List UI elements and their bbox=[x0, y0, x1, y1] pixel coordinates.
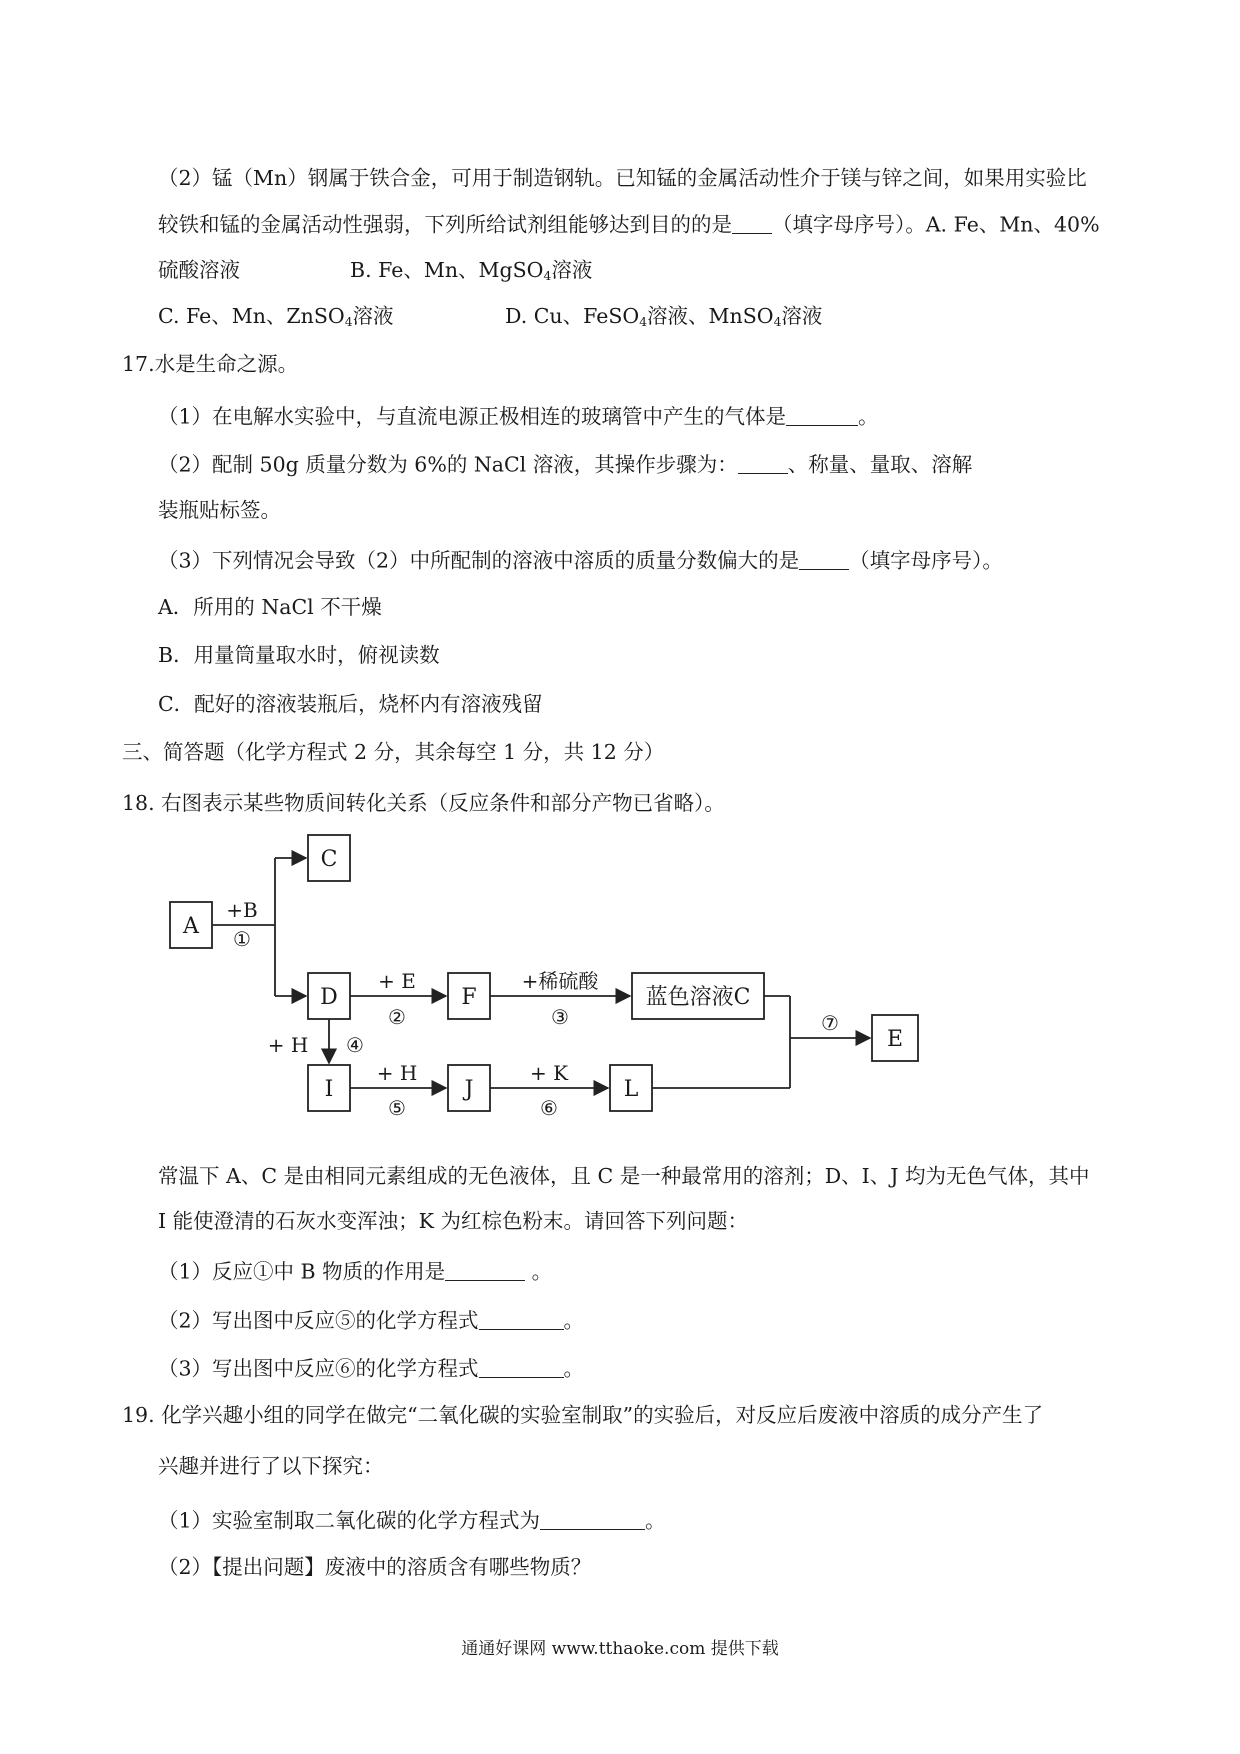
answer-blank[interactable] bbox=[540, 1508, 645, 1530]
q18-part2-end: 。 bbox=[563, 1308, 585, 1333]
q17-option-c: C．配好的溶液装瓶后，烧杯内有溶液残留 bbox=[158, 692, 543, 716]
option-b-text-end: 溶液 bbox=[551, 258, 593, 282]
label-step-4: ④ bbox=[346, 1033, 364, 1057]
label-step-6: ⑥ bbox=[540, 1096, 558, 1120]
q17-part2-end: 、称量、量取、溶解 bbox=[787, 452, 973, 477]
q16-2-line2 bbox=[158, 212, 1100, 235]
subscript: 4 bbox=[773, 315, 782, 330]
q17-part3-text: （3）下列情况会导致（2）中所配制的溶液中溶质的质量分数偏大的是 bbox=[158, 548, 800, 573]
q16-2-option-c bbox=[158, 304, 394, 330]
label-e: E bbox=[886, 1027, 904, 1052]
label-step-5: ⑤ bbox=[388, 1096, 406, 1120]
q16-2-line2-pre: 较铁和锰的金属活动性强弱，下列所给试剂组能够达到目的的是 bbox=[158, 212, 732, 237]
q18-part2 bbox=[158, 1308, 584, 1331]
q16-2-option-d bbox=[505, 304, 823, 330]
q18-part1 bbox=[158, 1259, 552, 1282]
q19-part1-end: 。 bbox=[645, 1508, 666, 1533]
q18-part3-end: 。 bbox=[563, 1356, 585, 1381]
answer-blank[interactable] bbox=[479, 1308, 564, 1330]
option-c-text: C. Fe、Mn、ZnSO bbox=[158, 304, 345, 328]
label-plus-acid: +稀硫酸 bbox=[521, 969, 599, 993]
page-footer: 通通好课网 www.tthaoke.com 提供下载 bbox=[461, 1639, 779, 1659]
q18-part1-end: 。 bbox=[525, 1259, 553, 1284]
q17-part1-end: 。 bbox=[858, 404, 879, 429]
q18-part3 bbox=[158, 1356, 584, 1379]
label-l: L bbox=[623, 1077, 639, 1102]
option-d-text-mid: 溶液、MnSO bbox=[647, 304, 774, 328]
option-c-text-end: 溶液 bbox=[352, 304, 394, 328]
option-b-text: B. Fe、Mn、MgSO bbox=[350, 258, 544, 282]
transformation-diagram bbox=[160, 820, 930, 1130]
q19-part2: （2）【提出问题】废液中的溶质含有哪些物质？ bbox=[158, 1555, 592, 1579]
answer-blank[interactable] bbox=[445, 1259, 525, 1281]
section-3-heading: 三、简答题（化学方程式 2 分，其余每空 1 分，共 12 分） bbox=[122, 740, 665, 764]
q18-title: 18. 右图表示某些物质间转化关系（反应条件和部分产物已省略）。 bbox=[122, 791, 725, 815]
answer-blank[interactable] bbox=[732, 212, 772, 234]
label-plus-k: + K bbox=[529, 1061, 569, 1085]
answer-blank[interactable] bbox=[799, 548, 849, 570]
q18-part3-text: （3）写出图中反应⑥的化学方程式 bbox=[158, 1356, 479, 1381]
q17-part1-text: （1）在电解水实验中，与直流电源正极相连的玻璃管中产生的气体是 bbox=[158, 404, 787, 429]
label-plus-h-2: + H bbox=[376, 1061, 418, 1085]
label-f: F bbox=[461, 985, 477, 1010]
q17-title: 17.水是生命之源。 bbox=[122, 352, 299, 376]
label-c: C bbox=[320, 847, 338, 872]
label-step-1: ① bbox=[233, 927, 251, 951]
q16-2-option-b bbox=[350, 258, 593, 284]
label-plus-b: +B bbox=[226, 898, 258, 922]
q19-line2: 兴趣并进行了以下探究： bbox=[158, 1454, 384, 1478]
q17-part3-end: （填字母序号）。 bbox=[849, 548, 1003, 573]
label-step-2: ② bbox=[388, 1005, 406, 1029]
answer-blank[interactable] bbox=[479, 1356, 564, 1378]
q19-line1: 19. 化学兴趣小组的同学在做完“二氧化碳的实验室制取”的实验后，对反应后废液中溶质的成分产生了 bbox=[122, 1403, 1044, 1427]
q16-2-option-a-cont: 硫酸溶液 bbox=[158, 258, 240, 282]
q17-part2 bbox=[158, 452, 972, 475]
q16-2-line2-post: （填字母序号）。A. Fe、Mn、40% bbox=[772, 212, 1100, 237]
label-step-7: ⑦ bbox=[821, 1011, 839, 1035]
q17-part2-cont: 装瓶贴标签。 bbox=[158, 498, 281, 522]
subscript: 4 bbox=[543, 269, 552, 284]
label-plus-h-1: + H bbox=[267, 1033, 309, 1057]
label-j: J bbox=[464, 1077, 474, 1102]
label-i: I bbox=[324, 1077, 334, 1102]
label-blue-solution: 蓝色溶液C bbox=[645, 985, 751, 1010]
q17-part1 bbox=[158, 404, 879, 427]
q18-part2-text: （2）写出图中反应⑤的化学方程式 bbox=[158, 1308, 479, 1333]
q19-part1-text: （1）实验室制取二氧化碳的化学方程式为 bbox=[158, 1508, 541, 1533]
subscript: 4 bbox=[639, 315, 648, 330]
q17-part2-text: （2）配制 50g 质量分数为 6%的 NaCl 溶液，其操作步骤为： bbox=[158, 452, 738, 477]
option-d-text: D. Cu、FeSO bbox=[505, 304, 640, 328]
answer-blank[interactable] bbox=[786, 404, 858, 426]
label-a: A bbox=[183, 914, 199, 939]
q18-description-1: 常温下 A、C 是由相同元素组成的无色液体，且 C 是一种最常用的溶剂；D、I、J 均为无色气体，其中 bbox=[158, 1164, 1090, 1188]
q16-2-line1: （2）锰（Mn）钢属于铁合金，可用于制造钢轨。已知锰的金属活动性介于镁与锌之间，如果用实验比 bbox=[158, 166, 1087, 190]
label-d: D bbox=[320, 985, 338, 1010]
q19-part1 bbox=[158, 1508, 666, 1531]
answer-blank[interactable] bbox=[738, 452, 788, 474]
q18-description-2: I 能使澄清的石灰水变浑浊；K 为红棕色粉末。请回答下列问题： bbox=[158, 1209, 748, 1233]
subscript: 4 bbox=[344, 315, 353, 330]
label-step-3: ③ bbox=[551, 1005, 569, 1029]
label-plus-e: + E bbox=[378, 969, 416, 993]
q18-part1-text: （1）反应①中 B 物质的作用是 bbox=[158, 1259, 446, 1284]
q17-option-a: A．所用的 NaCl 不干燥 bbox=[158, 595, 382, 619]
q17-part3 bbox=[158, 548, 1003, 571]
option-d-text-end: 溶液 bbox=[781, 304, 823, 328]
q17-option-b: B．用量筒量取水时，俯视读数 bbox=[158, 643, 440, 667]
